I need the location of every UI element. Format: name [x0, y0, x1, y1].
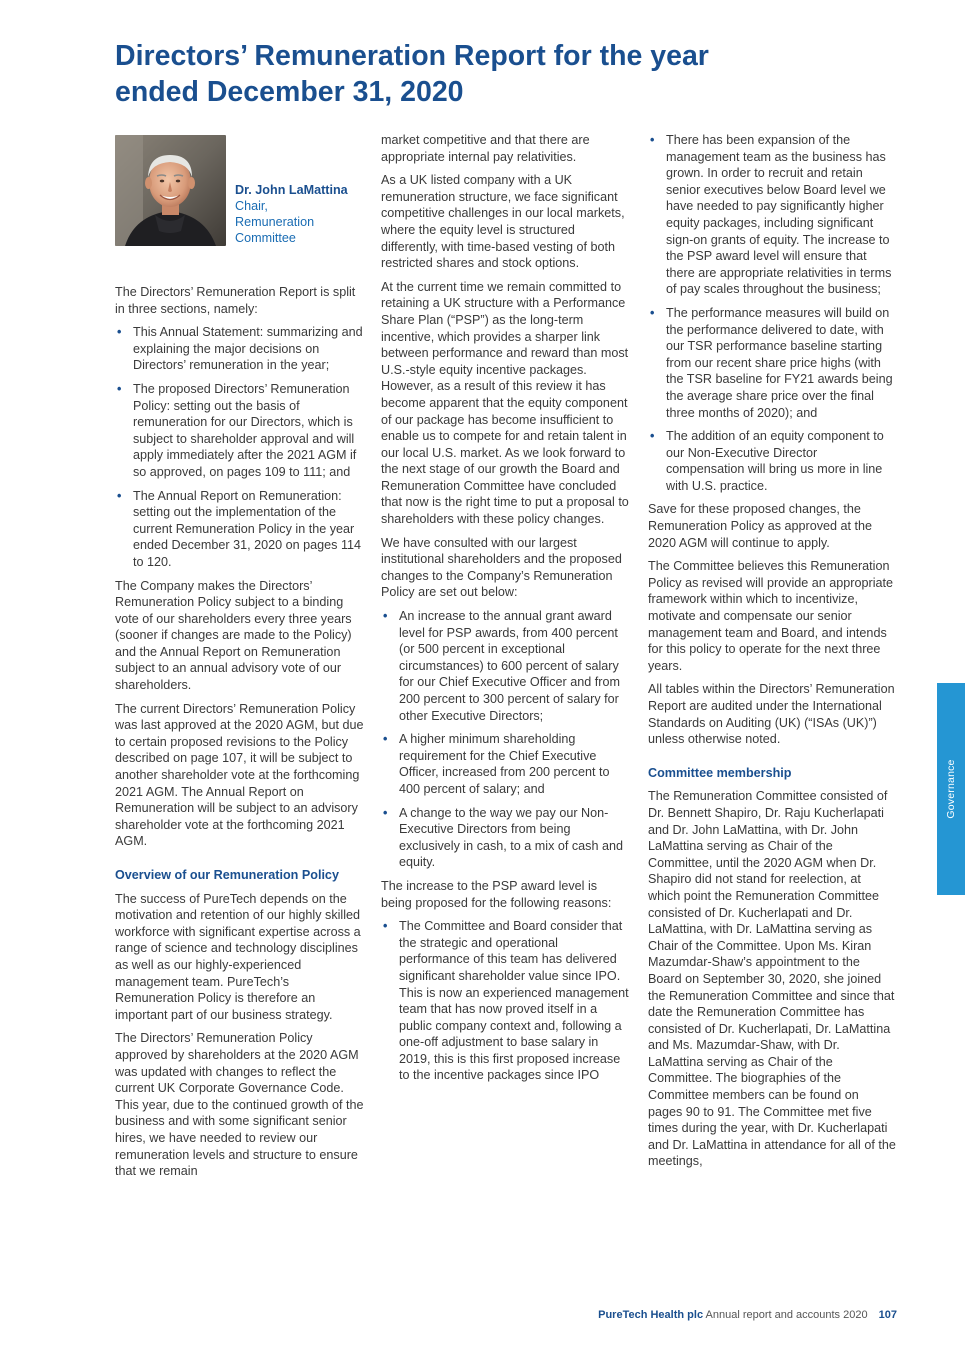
body-paragraph: The Directors’ Remuneration Policy approved by shareholders at the 2020 AGM was updated with changes to reflect the current UK Corporate Governance Code. This year, due to the continued growth of the business and with some significant senior hires, we have needed to review our remuneration levels and structure to ensure that we remain: [115, 1031, 364, 1179]
body-paragraph: The Committee believes this Remuneration Policy as revised will provide an appropriate framework within which to incentivize, motivate and compensate our senior management team and Board, and intends for this policy to operate for the next three years.: [648, 559, 894, 673]
body-paragraph: market competitive and that there are appropriate internal pay relativities.: [381, 133, 590, 164]
page-footer: [598, 1308, 897, 1322]
list-item: • The performance measures will build on the performance delivered to date, with our TSR performance baseline starting from our recent share price highs (with the TSR baseline for FY21 awards being the average share price over the final three months of 2020); and: [648, 305, 896, 421]
footer-report-title: Annual report and accounts 2020: [705, 1309, 868, 1321]
body-paragraph: The success of PureTech depends on the motivation and retention of our highly skilled workforce with significant expertise across a range of science and technology disciplines as well as our highly-experienced management team. PureTech’s Remuneration Policy is therefore an important part of our business strategy.: [115, 891, 361, 1022]
body-paragraph: Save for these proposed changes, the Remuneration Policy as approved at the 2020 AGM will continue to apply.: [648, 502, 873, 550]
list-item: • A higher minimum shareholding requirement for the Chief Executive Officer, increased from 200 percent to 400 percent of salary; and: [381, 731, 631, 797]
list-item: • The proposed Directors’ Remuneration Policy: setting out the basis of remuneration for our Directors, which is subject to shareholder approval and will apply immediately after the 2021 AGM if so approved, on pages 109 to 111; and: [115, 381, 365, 481]
list-item: • The Annual Report on Remuneration: setting out the implementation of the current Remuneration Policy in the year ended December 31, 2020 on pages 114 to 120.: [115, 488, 365, 571]
sections-list: [115, 324, 365, 570]
chair-role-line-2: Remuneration: [235, 215, 315, 229]
section-heading-overview: Overview of our Remuneration Policy: [115, 868, 339, 882]
list-item: • An increase to the annual grant award level for PSP awards, from 400 percent (or 500 percent in exceptional circumstances) to 600 percent of salary for our Chief Executive Officer and from 200 percent to 300 percent of salary for other Executive Directors;: [381, 608, 631, 724]
governance-section-tab: [937, 683, 965, 895]
page-title: Directors’ Remuneration Report for the year ended December 31, 2020: [115, 40, 709, 108]
list-item: • There has been expansion of the management team as the business has grown. In order to recruit and retain senior executives below Board level we have needed to pay significantly higher equity packages, including significant sign-on grants of equity. The increase to the PSP award level will ensure that there are appropriate relativities in terms of pay scales throughout the business;: [648, 132, 896, 298]
reasons-list: [381, 918, 631, 1084]
body-paragraph: At the current time we remain committed to retaining a UK structure with a Performance Share Plan (“PSP”) as the long-term incentive, which provides a sharper link between performance and reward than most U.S.-style equity incentive packages. However, as a result of this review it has become apparent that the equity component of our package has become insufficient to enable us to compete for and retain talent in our local U.S. market. As we look forward to the next stage of our growth the Board and Remuneration Committee have concluded that now is the right time to put a proposal to shareholders with these policy changes.: [381, 279, 629, 527]
proposed-changes-list: [381, 608, 631, 871]
side-tab-label: Governance: [945, 759, 957, 819]
body-paragraph: As a UK listed company with a UK remuneration structure, we face significant competitive challenges in our local markets, where the equity level is structured differently, with time-based vesting of both restricted shares and stock options.: [381, 173, 625, 271]
chair-portrait-image: [115, 135, 226, 246]
reasons-list-continued: [648, 132, 896, 494]
list-item: • The Committee and Board consider that the strategic and operational performance of this team has delivered significant shareholder value since IPO. This is now an experienced management team that has now proved itself in a public company context and, following a one-off adjustment to base salary in 2019, this is this first proposed increase to the incentive packages since IPO: [381, 918, 631, 1084]
column-1: [115, 132, 365, 1187]
body-paragraph: The current Directors’ Remuneration Policy was last approved at the 2020 AGM, but due to certain proposed revisions to the Policy described on page 107, it will be subject to another shareholder vote at the forthcoming 2021 AGM. The Annual Report on Remuneration will be subject to an advisory shareholder vote at the forthcoming 2021 AGM.: [115, 701, 364, 849]
column-2: [381, 132, 631, 1091]
footer-company: PureTech Health plc: [598, 1309, 704, 1321]
list-item: • This Annual Statement: summarizing and explaining the major decisions on Directors’ remuneration in the year;: [115, 324, 365, 374]
chair-role-line-1: Chair,: [235, 199, 268, 213]
list-item: • A change to the way we pay our Non-Executive Directors from being exclusively in cash, to a mix of cash and equity.: [381, 805, 631, 871]
body-paragraph: All tables within the Directors’ Remuneration Report are audited under the International Standards on Auditing (UK) (“ISAs (UK)”) unless otherwise noted.: [648, 682, 895, 747]
body-paragraph: The Directors’ Remuneration Report is split in three sections, namely:: [115, 285, 356, 316]
chair-caption: [235, 182, 365, 246]
body-paragraph: The Remuneration Committee consisted of Dr. Bennett Shapiro, Dr. Raju Kucherlapati and Dr. John LaMattina, with Dr. John LaMattina serving as Chair of the Committee, until the 2020 AGM when Dr. Shapiro did not stand for reelection, at which point the Remuneration Committee consisted of Dr. Kucherlapati and Dr. LaMattina, with Dr. LaMattina serving as Chair of the Committee. Upon Ms. Kiran Mazumdar-Shaw’s appointment to the Board on September 30, 2020, she joined the Remuneration Committee and since that date the Remuneration Committee has consisted of Dr. Kucherlapati, Dr. LaMattina and Ms. Mazumdar-Shaw, with Dr. LaMattina serving as Chair of the Committee. The biographies of the Committee members can be found on pages 90 to 91. The Committee met five times during the year, with Dr. Kucherlapati and Dr. LaMattina in attendance for all of the meetings,: [648, 789, 896, 1169]
page-number: 107: [878, 1309, 897, 1321]
body-paragraph: The Company makes the Directors’ Remuneration Policy subject to a binding vote of our shareholders every three years (sooner if changes are made to the Policy) and the Annual Report on Remuneration subject to an annual advisory vote of our shareholders.: [115, 578, 352, 693]
body-paragraph: We have consulted with our largest institutional shareholders and the proposed changes to the Company’s Remuneration Policy are set out below:: [381, 535, 622, 600]
chair-name: Dr. John LaMattina: [235, 183, 348, 197]
chair-role-line-3: Committee: [235, 231, 296, 245]
column-3: [648, 132, 896, 1177]
body-paragraph: The increase to the PSP award level is being proposed for the following reasons:: [381, 878, 612, 910]
section-heading-committee-membership: Committee membership: [648, 765, 792, 780]
chair-profile: [115, 132, 365, 284]
list-item: • The addition of an equity component to our Non-Executive Director compensation will bring us more in line with U.S. practice.: [648, 428, 896, 494]
